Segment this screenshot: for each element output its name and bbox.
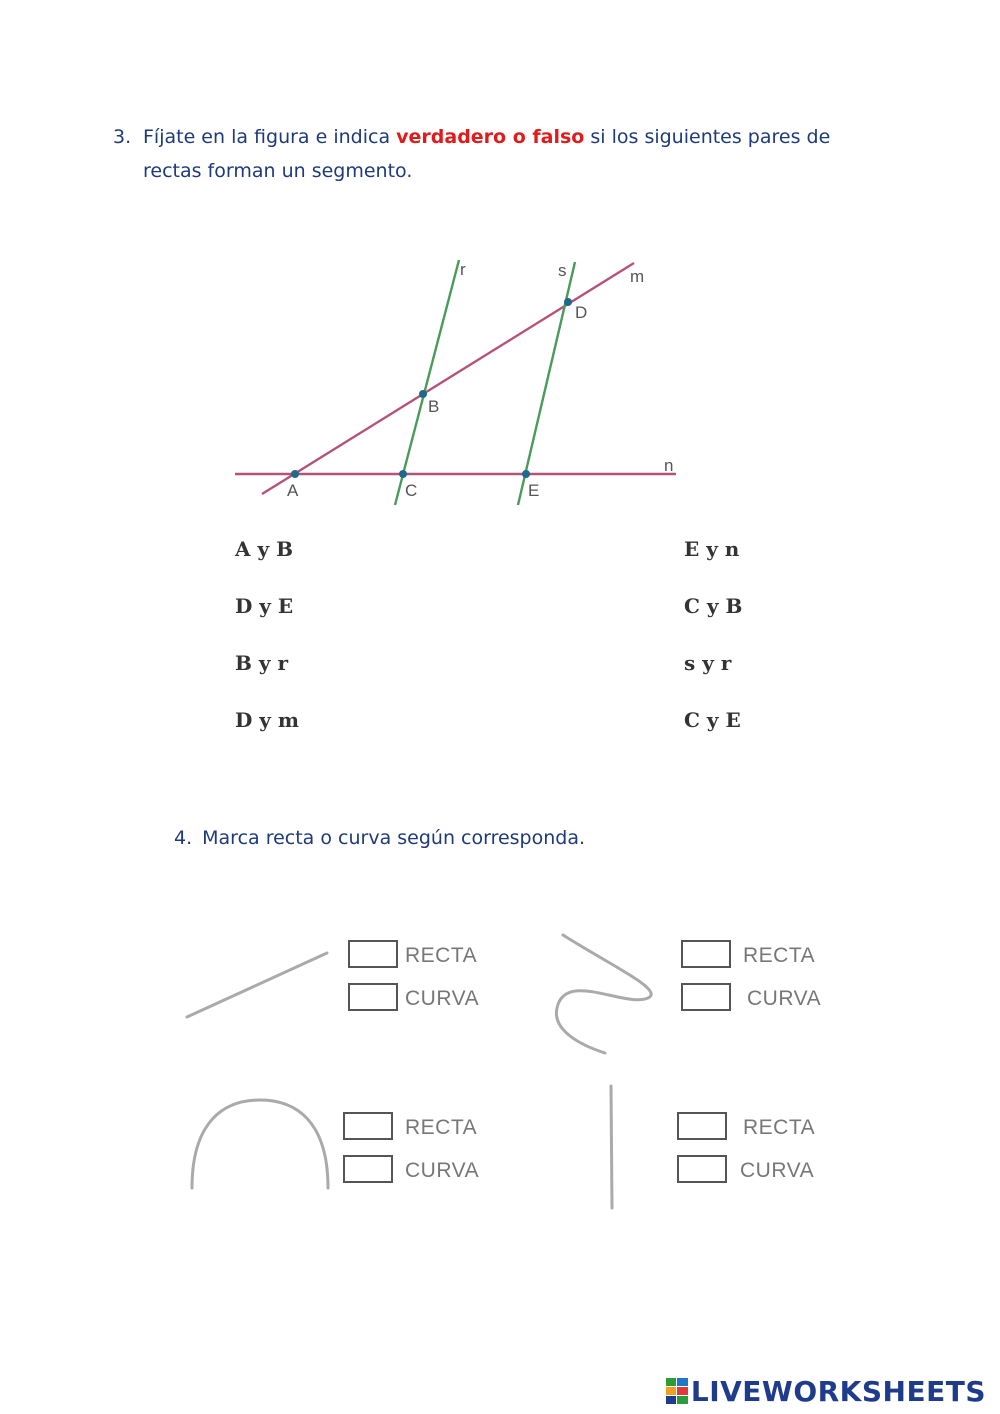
pair-right-3: s y r [684, 651, 732, 675]
label-e: E [528, 481, 540, 500]
label-a: A [287, 481, 299, 500]
label-d: D [575, 303, 588, 322]
question-4 [174, 824, 585, 852]
label-shape2-recta: RECTA [743, 944, 816, 967]
liveworksheets-logo-icon [666, 1378, 688, 1404]
label-shape4-curva: CURVA [740, 1159, 815, 1182]
pair-right-1: E y n [684, 537, 740, 561]
line-r [395, 260, 459, 505]
pair-left-1: A y B [235, 537, 293, 561]
label-s: s [558, 261, 567, 280]
liveworksheets-logo-text: LIVEWORKSHEETS [690, 1374, 986, 1408]
label-shape3-recta: RECTA [405, 1116, 478, 1139]
question-3-number: 3. [113, 126, 132, 148]
checkbox-shape1-curva[interactable] [348, 983, 398, 1011]
liveworksheets-logo [666, 1374, 986, 1408]
point-c [399, 470, 407, 478]
checkbox-shape2-curva[interactable] [681, 983, 731, 1011]
vertical-line-shape [611, 1086, 612, 1208]
label-r: r [460, 260, 466, 279]
checkbox-shape3-recta[interactable] [343, 1112, 393, 1140]
point-b [419, 390, 427, 398]
arc-curve-shape [192, 1100, 328, 1188]
question-4-text: Marca recta o curva según corresponda. [202, 827, 586, 849]
question-3-text-after: si los siguientes pares de rectas forman un segmento. [143, 126, 831, 182]
pair-left-3: B y r [235, 651, 288, 675]
pair-left-4: D y m [235, 708, 300, 732]
pair-right-2: C y B [684, 594, 743, 618]
label-b: B [428, 397, 440, 416]
question-3-text-before: Fíjate en la figura e indica [143, 126, 397, 148]
checkbox-shape4-curva[interactable] [677, 1155, 727, 1183]
straight-diagonal-shape [187, 953, 327, 1017]
label-shape1-recta: RECTA [405, 944, 478, 967]
question-4-number: 4. [174, 827, 193, 849]
point-a [291, 470, 299, 478]
checkbox-shape3-curva[interactable] [343, 1155, 393, 1183]
point-d [564, 298, 572, 306]
pair-right-4: C y E [684, 708, 741, 732]
checkbox-shape2-recta[interactable] [681, 940, 731, 968]
zigzag-curve-shape [556, 935, 651, 1053]
label-shape2-curva: CURVA [747, 987, 822, 1010]
point-e [522, 470, 530, 478]
lines-figure [0, 0, 1000, 520]
label-shape4-recta: RECTA [743, 1116, 816, 1139]
checkbox-shape1-recta[interactable] [348, 940, 398, 968]
label-m: m [630, 267, 645, 286]
checkbox-shape4-recta[interactable] [677, 1112, 727, 1140]
question-3-highlight: verdadero o falso [396, 126, 585, 148]
pair-left-2: D y E [235, 594, 294, 618]
label-n: n [664, 456, 674, 475]
shapes-figure [0, 900, 1000, 1230]
label-c: C [405, 481, 418, 500]
label-shape3-curva: CURVA [405, 1159, 480, 1182]
label-shape1-curva: CURVA [405, 987, 480, 1010]
